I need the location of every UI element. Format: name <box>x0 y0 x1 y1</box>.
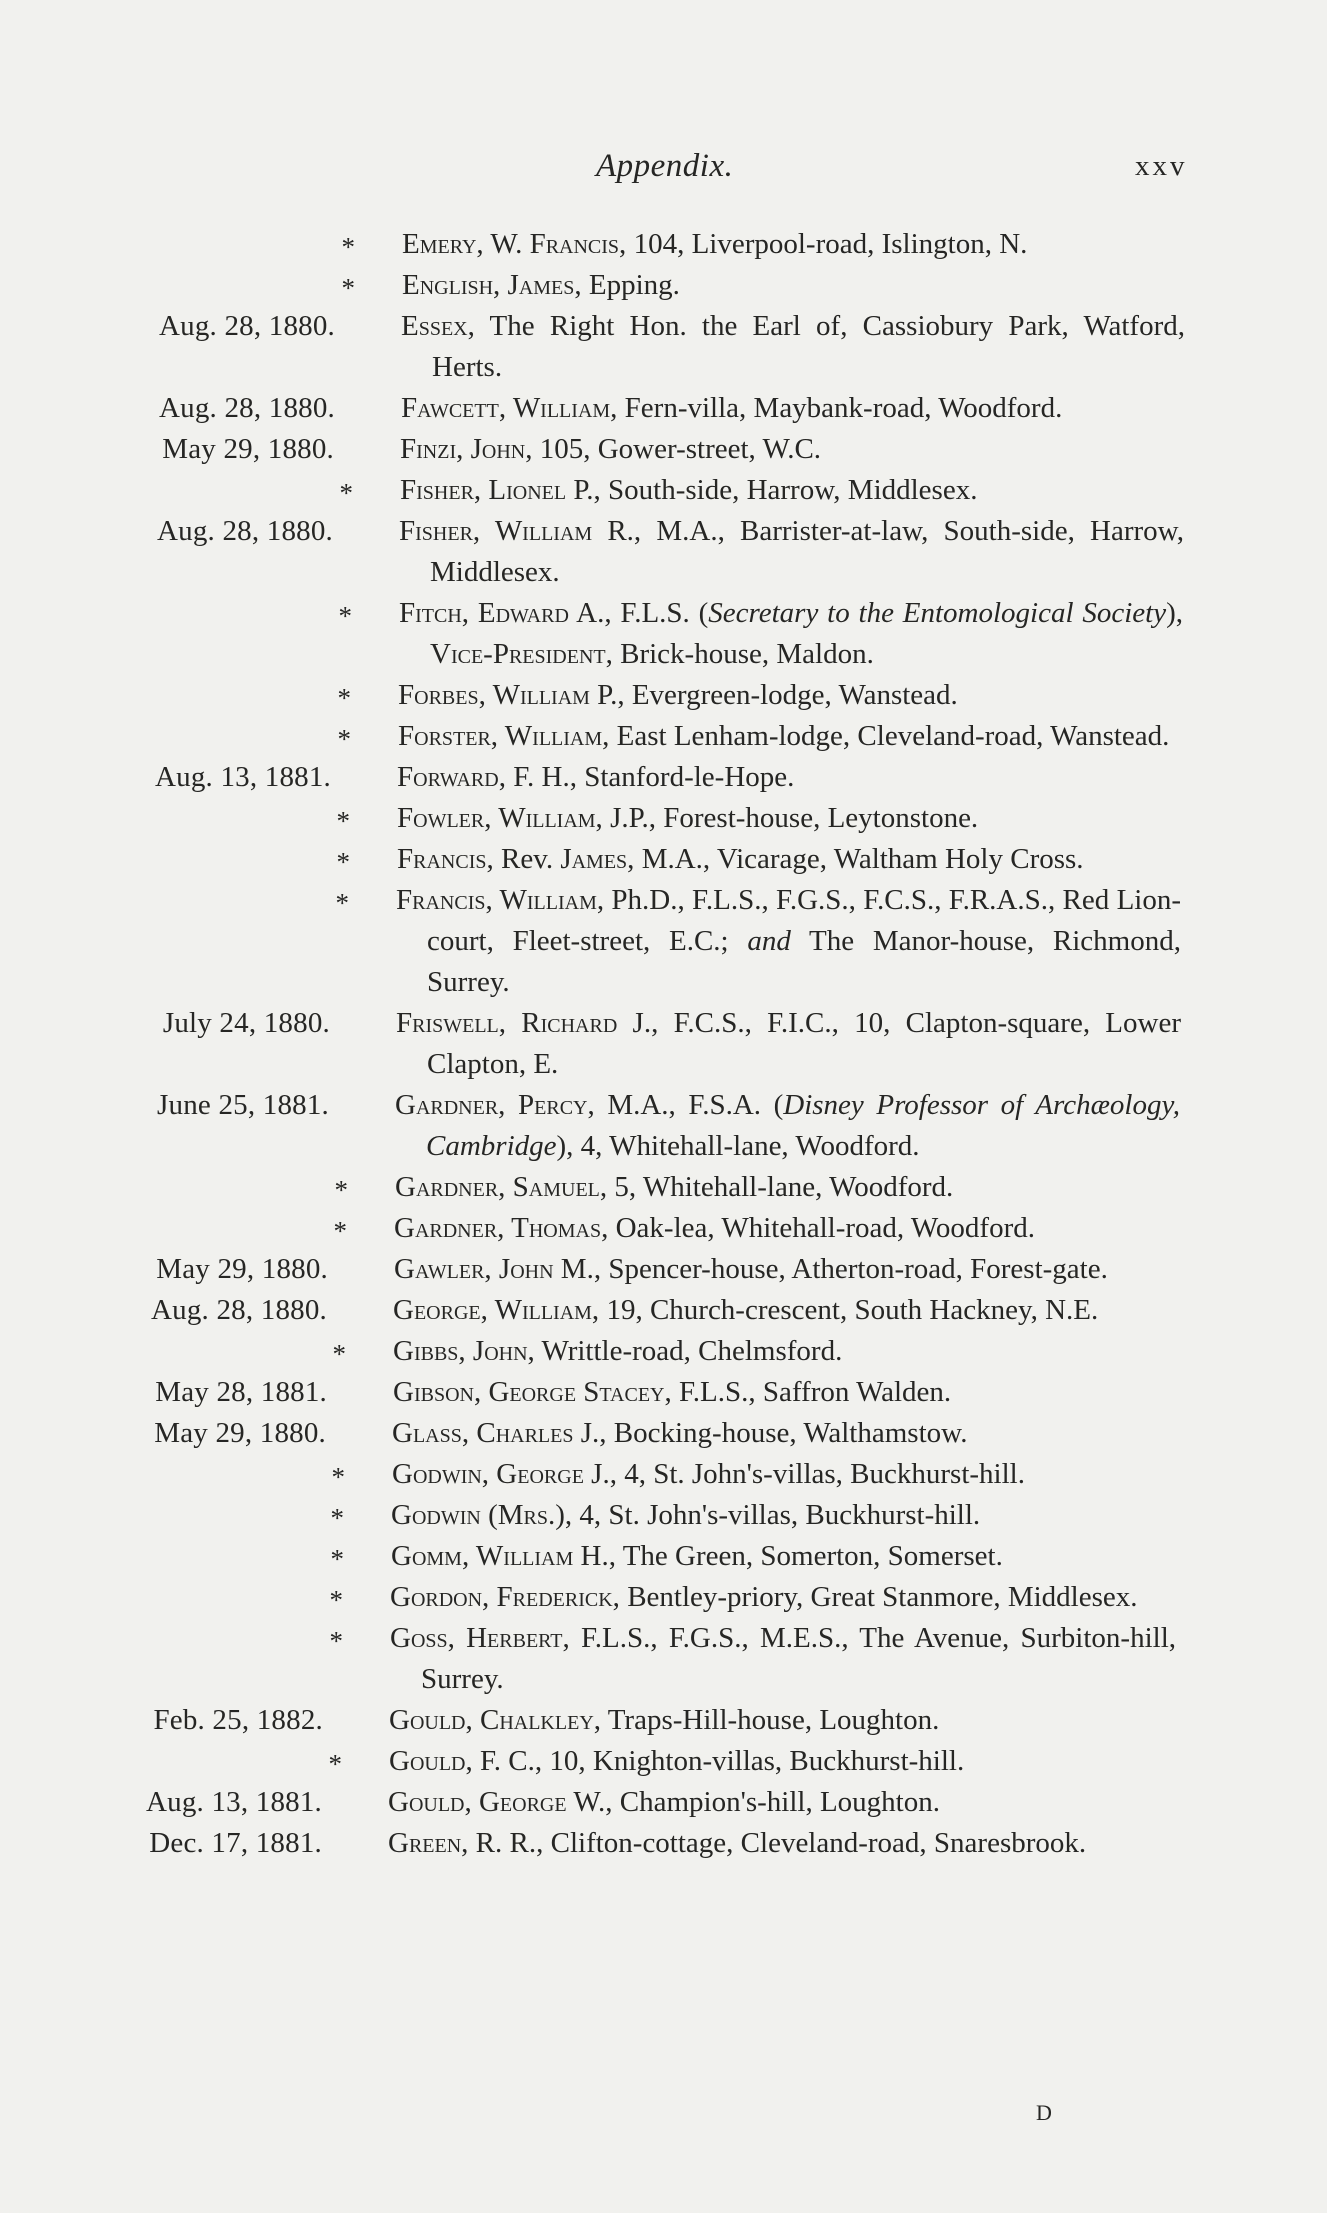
member-details: Evergreen-lodge, Wanstead. <box>624 679 958 711</box>
election-date: May 29, 1880. <box>154 1417 326 1449</box>
member-details: F.L.S. ( <box>611 597 709 629</box>
member-name: Glass, Charles J., <box>392 1417 607 1449</box>
member-details: Champion's-hill, Loughton. <box>612 1786 940 1818</box>
member-name: Fawcett, William, <box>401 392 618 424</box>
member-details: The Green, Somerton, Somerset. <box>615 1540 1003 1572</box>
member-details: 19, Church-crescent, South Hackney, N.E. <box>599 1294 1099 1326</box>
member-entry <box>0 265 1327 306</box>
election-date: Aug. 28, 1880. <box>157 515 333 547</box>
member-details: F.L.S., Saffron Walden. <box>671 1376 952 1408</box>
member-name: Godwin <box>391 1499 481 1531</box>
member-entry <box>0 306 1327 388</box>
member-entry <box>0 470 1327 511</box>
member-details: Brick-house, Maldon. <box>612 638 874 670</box>
member-entry <box>0 1454 1327 1495</box>
member-entry <box>0 593 1327 675</box>
member-entry <box>0 1413 1327 1454</box>
original-member-asterisk: * <box>334 1175 348 1205</box>
member-details: ), 4, Whitehall-lane, Woodford. <box>556 1130 920 1162</box>
member-entry <box>0 716 1327 757</box>
member-details: South-side, Harrow, Middlesex. <box>600 474 978 506</box>
member-text <box>388 1823 1174 1864</box>
member-text <box>392 1454 1177 1495</box>
election-date: May 28, 1881. <box>155 1376 327 1408</box>
italic-note: Disney Professor of Archæology, Cambridge <box>426 1089 1181 1162</box>
running-head-title: Appendix. <box>596 148 734 184</box>
italic-note: Secretary to the Entomological Society <box>708 597 1167 629</box>
original-member-asterisk: * <box>341 232 355 262</box>
member-name: Forbes, William P., <box>398 679 625 711</box>
signature-mark: D <box>1036 2100 1052 2125</box>
member-details: The Right Hon. the Earl of, Cassiobury Park, Watford, Herts. <box>432 310 1185 383</box>
original-member-asterisk: * <box>337 724 351 754</box>
member-name: Gibson, George Stacey, <box>393 1376 672 1408</box>
member-text <box>389 1741 1175 1782</box>
member-entry <box>0 224 1327 265</box>
member-name: Francis, William, <box>396 884 605 916</box>
original-member-asterisk: * <box>328 1749 342 1779</box>
member-name: Mrs. <box>497 1499 556 1531</box>
member-name: Gardner, Thomas, <box>394 1212 609 1244</box>
member-details: 104, Liverpool-road, Islington, N. <box>626 228 1028 260</box>
member-name: Gould, Chalkley, <box>389 1704 602 1736</box>
member-name: James, <box>560 843 635 875</box>
member-entry <box>0 1782 1327 1823</box>
member-entry <box>0 880 1327 1003</box>
page-number: xxv <box>1135 150 1188 182</box>
member-details: Spencer-house, Atherton-road, Forest-gate. <box>601 1253 1108 1285</box>
member-details: Rev. <box>493 843 561 875</box>
member-list <box>0 224 1327 1864</box>
member-details: East Lenham-lodge, Cleveland-road, Wanstead. <box>609 720 1170 752</box>
member-details: J.P., Forest-house, Leytonstone. <box>602 802 979 834</box>
election-date: Aug. 28, 1880. <box>151 1294 327 1326</box>
member-entry <box>0 1741 1327 1782</box>
original-member-asterisk: * <box>329 1626 343 1656</box>
member-text <box>395 1167 1180 1208</box>
member-text <box>397 798 1182 839</box>
election-date: May 29, 1880. <box>162 433 334 465</box>
member-details: F.L.S., F.G.S., M.E.S., The Avenue, Surbiton-hill, Surrey. <box>421 1622 1176 1695</box>
member-entry <box>0 1085 1327 1167</box>
member-details: Clifton-cottage, Cleveland-road, Snaresbrook. <box>543 1827 1087 1859</box>
original-member-asterisk: * <box>336 806 350 836</box>
member-name: Essex, <box>401 310 475 342</box>
member-text <box>389 1700 1175 1741</box>
member-entry <box>0 839 1327 880</box>
member-details: M.A., Vicarage, Waltham Holy Cross. <box>634 843 1084 875</box>
member-text <box>398 675 1183 716</box>
member-name: Finzi, John, <box>400 433 533 465</box>
member-text <box>396 880 1181 1003</box>
member-entry <box>0 798 1327 839</box>
member-text <box>393 1372 1178 1413</box>
member-entry <box>0 1249 1327 1290</box>
member-details: ( <box>480 1499 498 1531</box>
original-member-asterisk: * <box>330 1503 344 1533</box>
member-text <box>393 1290 1179 1331</box>
member-details: The Manor-house, Richmond, Surrey. <box>427 925 1181 998</box>
original-member-asterisk: * <box>331 1462 345 1492</box>
member-name: Gomm, William H., <box>391 1540 616 1572</box>
member-entry <box>0 511 1327 593</box>
member-details: Traps-Hill-house, Loughton. <box>601 1704 940 1736</box>
member-entry <box>0 1536 1327 1577</box>
member-text <box>401 306 1185 388</box>
member-name: Gould, F. C., <box>389 1745 543 1777</box>
member-details: Ph.D., F.L.S., F.G.S., F.C.S., F.R.A.S., Red Lion-court, Fleet-street, E.C.; <box>427 884 1181 957</box>
member-details: 10, Knighton-villas, Buckhurst-hill. <box>542 1745 965 1777</box>
member-name: Forward, F. H., <box>397 761 577 793</box>
original-member-asterisk: * <box>329 1585 343 1615</box>
member-name: Gould, George W., <box>388 1786 613 1818</box>
member-details: M.A., F.S.A. ( <box>594 1089 784 1121</box>
italic-note: and <box>747 925 791 957</box>
member-name: Francis, <box>397 843 494 875</box>
member-text <box>394 1208 1179 1249</box>
member-details: ), 4, St. John's-villas, Buckhurst-hill. <box>555 1499 981 1531</box>
member-text <box>391 1495 1177 1536</box>
member-text <box>397 757 1182 798</box>
member-text <box>393 1331 1178 1372</box>
member-name: Forster, William, <box>398 720 610 752</box>
member-entry <box>0 675 1327 716</box>
member-name: Gibbs, John, <box>393 1335 535 1367</box>
member-name: Gardner, Samuel, <box>395 1171 608 1203</box>
member-name: Fitch, Edward A., <box>399 597 612 629</box>
member-text <box>402 265 1186 306</box>
member-details: Fern-villa, Maybank-road, Woodford. <box>617 392 1063 424</box>
election-date: July 24, 1880. <box>162 1007 330 1039</box>
member-name: English, James, <box>402 269 582 301</box>
member-text <box>399 511 1184 593</box>
member-name: George, William, <box>393 1294 600 1326</box>
member-name: Friswell, Richard J., <box>396 1007 659 1039</box>
member-name: Green, R. R., <box>388 1827 544 1859</box>
member-entry <box>0 1618 1327 1700</box>
member-entry <box>0 1208 1327 1249</box>
member-details: M.A., Barrister-at-law, South-side, Harrow, Middlesex. <box>430 515 1184 588</box>
member-entry <box>0 1290 1327 1331</box>
member-text <box>400 429 1184 470</box>
member-text <box>394 1249 1179 1290</box>
member-text <box>399 593 1183 675</box>
member-entry <box>0 429 1327 470</box>
original-member-asterisk: * <box>339 478 353 508</box>
member-text <box>396 1003 1181 1085</box>
member-details: 105, Gower-street, W.C. <box>532 433 822 465</box>
member-entry <box>0 1372 1327 1413</box>
member-details: ), <box>1166 597 1183 629</box>
original-member-asterisk: * <box>336 847 350 877</box>
member-text <box>400 470 1184 511</box>
member-name: Gordon, Frederick, <box>390 1581 620 1613</box>
member-entry <box>0 1577 1327 1618</box>
member-name: Godwin, George J., <box>392 1458 617 1490</box>
original-member-asterisk: * <box>338 601 352 631</box>
member-details: Writtle-road, Chelmsford. <box>534 1335 843 1367</box>
member-entry <box>0 1823 1327 1864</box>
member-entry <box>0 1331 1327 1372</box>
member-details: Stanford-le-Hope. <box>576 761 795 793</box>
member-details: 4, St. John's-villas, Buckhurst-hill. <box>616 1458 1025 1490</box>
election-date: Aug. 28, 1880. <box>159 392 335 424</box>
original-member-asterisk: * <box>333 1216 347 1246</box>
original-member-asterisk: * <box>341 273 355 303</box>
member-name: Gardner, Percy, <box>395 1089 595 1121</box>
member-entry <box>0 388 1327 429</box>
member-details: Oak-lea, Whitehall-road, Woodford. <box>608 1212 1035 1244</box>
member-details: Bentley-priory, Great Stanmore, Middlesex. <box>619 1581 1138 1613</box>
member-text <box>391 1536 1176 1577</box>
election-date: Aug. 28, 1880. <box>159 310 335 342</box>
original-member-asterisk: * <box>335 888 349 918</box>
member-entry <box>0 757 1327 798</box>
original-member-asterisk: * <box>330 1544 344 1574</box>
member-entry <box>0 1003 1327 1085</box>
member-name: Goss, Herbert, <box>390 1622 570 1654</box>
election-date: Aug. 13, 1881. <box>146 1786 322 1818</box>
member-text <box>395 1085 1180 1167</box>
election-date: June 25, 1881. <box>157 1089 329 1121</box>
election-date: Aug. 13, 1881. <box>155 761 331 793</box>
member-text <box>401 388 1185 429</box>
original-member-asterisk: * <box>332 1339 346 1369</box>
member-details: Epping. <box>581 269 680 301</box>
member-text <box>398 716 1183 757</box>
member-text <box>397 839 1181 880</box>
member-text <box>402 224 1186 265</box>
member-name: Fisher, Lionel P., <box>400 474 601 506</box>
member-name: Emery, W. Francis, <box>402 228 627 260</box>
member-details: 5, Whitehall-lane, Woodford. <box>607 1171 954 1203</box>
member-name: Fowler, William, <box>397 802 603 834</box>
member-text <box>392 1413 1177 1454</box>
member-entry <box>0 1495 1327 1536</box>
member-text <box>390 1577 1176 1618</box>
member-details: Bocking-house, Walthamstow. <box>606 1417 968 1449</box>
running-head <box>0 148 1327 188</box>
election-date: Dec. 17, 1881. <box>149 1827 322 1859</box>
election-date: May 29, 1880. <box>156 1253 328 1285</box>
member-text <box>388 1782 1174 1823</box>
member-details: F.C.S., F.I.C., 10, Clapton-square, Lower Clapton, E. <box>427 1007 1181 1080</box>
member-text <box>390 1618 1176 1700</box>
election-date: Feb. 25, 1882. <box>153 1704 323 1736</box>
member-name: Gawler, John M., <box>394 1253 602 1285</box>
member-name: Fisher, William R., <box>399 515 642 547</box>
member-entry <box>0 1167 1327 1208</box>
original-member-asterisk: * <box>337 683 351 713</box>
member-entry <box>0 1700 1327 1741</box>
member-name: Vice-President, <box>430 638 613 670</box>
